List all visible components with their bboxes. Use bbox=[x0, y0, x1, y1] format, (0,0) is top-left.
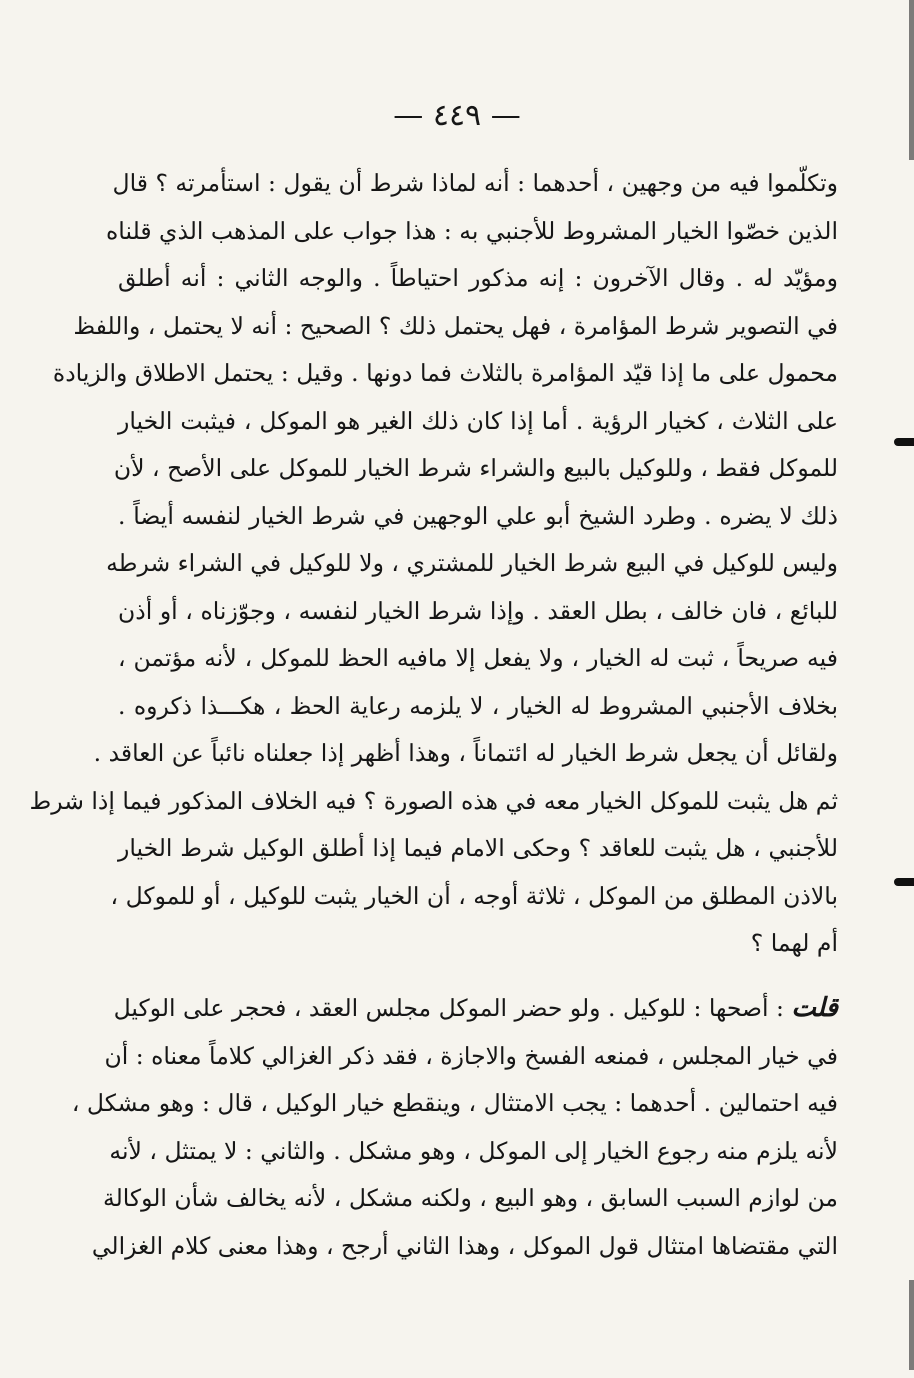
text-line: أم لهما ؟ bbox=[750, 929, 838, 957]
text-line: وتكلّموا فيه من وجهين ، أحدهما : أنه لماذا شرط أن يقول : استأمرته ؟ قال bbox=[112, 169, 838, 197]
text-line: للأجنبي ، هل يثبت للعاقد ؟ وحكى الامام فيما إذا أطلق الوكيل شرط الخيار bbox=[118, 834, 838, 862]
text-line: محمول على ما إذا قيّد المؤامرة بالثلاث فما دونها . وقيل : يحتمل الاطلاق والزيادة bbox=[52, 359, 838, 387]
text-line: التي مقتضاها امتثال قول الموكل ، وهذا الثاني أرجح ، وهذا معنى كلام الغزالي bbox=[91, 1231, 838, 1260]
text-line: للبائع ، فان خالف ، بطل العقد . وإذا شرط الخيار لنفسه ، وجوّزناه ، أو أذن bbox=[118, 596, 838, 625]
text-line: ومؤيّد له . وقال الآخرون : إنه مذكور احتياطاً . والوجه الثاني : أنه أطلق bbox=[118, 264, 838, 292]
text-line: وليس للوكيل في البيع شرط الخيار للمشتري ، ولا للوكيل في الشراء شرطه bbox=[106, 549, 838, 577]
paragraph-2 bbox=[71, 985, 838, 1270]
page-edge-bottom bbox=[900, 1280, 914, 1370]
text-line: ثم هل يثبت للموكل الخيار معه في هذه الصورة ؟ فيه الخلاف المذكور فيما إذا شرط bbox=[29, 786, 838, 815]
page-number: — ٤٤٩ — bbox=[393, 98, 521, 133]
text-line: للموكل فقط ، وللوكيل بالبيع والشراء شرط الخيار للموكل على الأصح ، لأن bbox=[113, 454, 838, 482]
text-line: فيه احتمالين . أحدهما : يجب الامتثال ، وينقطع خيار الوكيل ، قال : وهو مشكل ، bbox=[71, 1089, 838, 1117]
text-line: بخلاف الأجنبي المشروط له الخيار ، لا يلزمه رعاية الحظ ، هكـــذا ذكروه . bbox=[118, 691, 838, 720]
lead-line-text: : أصحها : للوكيل . ولو حضر الموكل مجلس العقد ، فحجر على الوكيل bbox=[113, 994, 784, 1022]
text-line: ولقائل أن يجعل شرط الخيار له ائتماناً ، وهذا أظهر إذا جعلناه نائباً عن العاقد . bbox=[93, 739, 838, 767]
edge-mark-1 bbox=[894, 438, 914, 446]
text-line: ذلك لا يضره . وطرد الشيخ أبو علي الوجهين في شرط الخيار لنفسه أيضاً . bbox=[118, 501, 838, 530]
text-line-first bbox=[113, 985, 838, 1033]
page-edge-top bbox=[900, 0, 914, 160]
text-line: بالاذن المطلق من الموكل ، ثلاثة أوجه ، أن الخيار يثبت للوكيل ، أو للموكل ، bbox=[110, 881, 838, 910]
edge-mark-2 bbox=[894, 878, 914, 886]
text-line: فيه صريحاً ، ثبت له الخيار ، ولا يفعل إلا مافيه الحظ للموكل ، لأنه مؤتمن ، bbox=[118, 644, 838, 672]
text-line: من لوازم السبب السابق ، وهو البيع ، ولكنه مشكل ، لأنه يخالف شأن الوكالة bbox=[102, 1184, 838, 1212]
lead-word: قلت bbox=[791, 993, 838, 1023]
text-line: لأنه يلزم منه رجوع الخيار إلى الموكل ، وهو مشكل . والثاني : لا يمتثل ، لأنه bbox=[109, 1136, 838, 1165]
text-line: الذين خصّوا الخيار المشروط للأجنبي به : هذا جواب على المذهب الذي قلناه bbox=[106, 216, 838, 245]
paragraph-1 bbox=[29, 160, 838, 968]
text-line: على الثلاث ، كخيار الرؤية . أما إذا كان ذلك الغير هو الموكل ، فيثبت الخيار bbox=[118, 406, 838, 435]
text-line: في التصوير شرط المؤامرة ، فهل يحتمل ذلك ؟ الصحيح : أنه لا يحتمل ، واللفظ bbox=[73, 311, 838, 340]
text-line: في خيار المجلس ، فمنعه الفسخ والاجازة ، فقد ذكر الغزالي كلاماً معناه : أن bbox=[104, 1041, 838, 1070]
